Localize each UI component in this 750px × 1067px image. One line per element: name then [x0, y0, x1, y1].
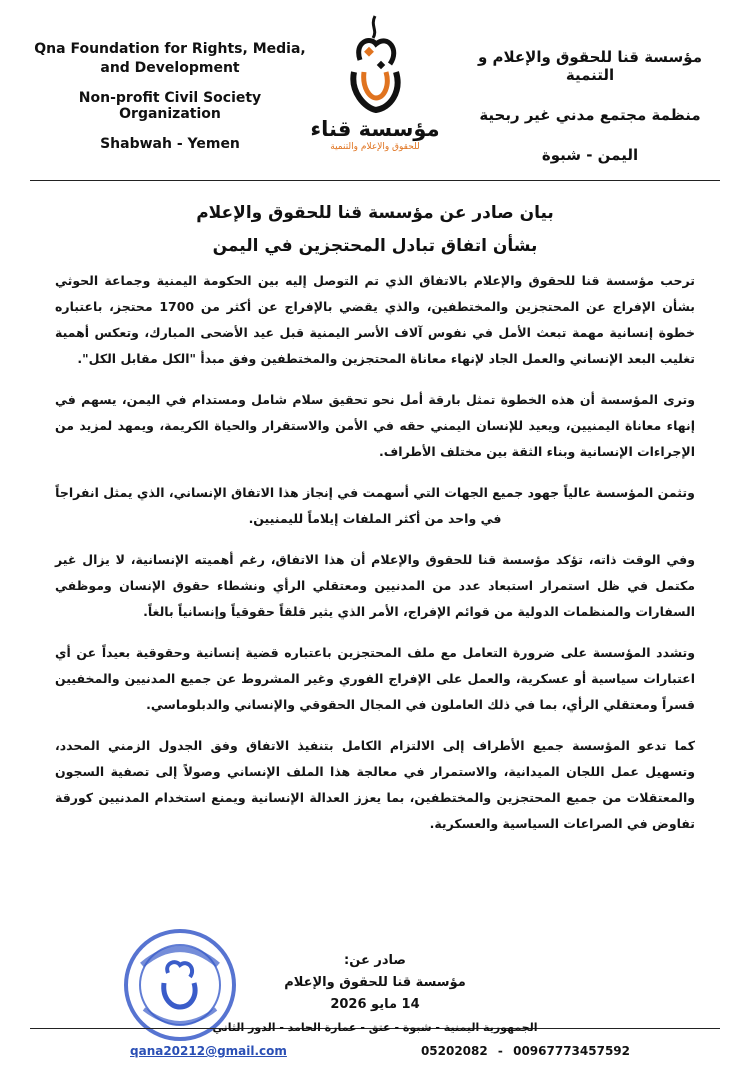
org-location-ar: اليمن - شبوة	[541, 146, 639, 164]
phone-separator: -	[497, 1044, 503, 1058]
paragraph: وترى المؤسسة أن هذه الخطوة تمثل بارقة أمل نحو تحقيق سلام شامل ومستدام في اليمن، يسهم في إنهاء معاناة اليمنيين، ويعيد للإنسان اليمني حقه في الأمن والاستقرار والحياة الكريمة، ويمهد لمزيد من الإجراءات الإنسانية وبناء الثقة بين مختلف الأطراف.	[55, 392, 695, 459]
statement-body	[55, 268, 695, 852]
footer-address: الجمهورية اليمنية - شبوة - عتق - عمارة الحامد - الدور الثاني	[212, 1021, 538, 1034]
phone-number: 00967773457592	[513, 1044, 630, 1058]
email-link[interactable]: qana20212@gmail.com	[130, 1044, 287, 1058]
logo-mark-icon	[340, 12, 410, 117]
logo-tagline: للحقوق والإعلام والتنمية	[330, 142, 420, 152]
org-type-en: Non-profit Civil Society Organization	[78, 90, 262, 122]
signature-block	[210, 950, 540, 1016]
phone-numbers	[415, 1044, 630, 1058]
paragraph: ترحب مؤسسة قنا للحقوق والإعلام بالاتفاق الذي تم التوصل إليه بين الحكومة اليمنية وجماعة الحوثي بشأن الإفراج عن المحتجزين والمختطفين، والذي يقضي بالإفراج عن أكثر من 1700 محتجز، باعتباره خطوة إنسانية مهمة تبعث الأمل في نفوس آلاف الأسر اليمنية قبل عيد الأضحى المبارك، وتعكس أهمية تغليب البعد الإنساني والعمل الجاد لإنهاء معاناة المحتجزين والمختطفين وفق مبدأ "الكل مقابل الكل".	[55, 273, 695, 366]
org-name-en-line1: Qna Foundation for Rights, Media,	[34, 41, 306, 57]
paragraph: كما تدعو المؤسسة جميع الأطراف إلى الالتزام الكامل بتنفيذ الاتفاق وفق الجدول الزمني المحدد، وتسهيل عمل اللجان الميدانية، والاستمرار في معالجة هذا الملف الإنساني وصولاً إلى تصفية السجون والمعتقلات من جميع المحتجزين والمختطفين، بما يعزز العدالة الإنسانية ويمنع استخدام المدنيين كورقة تفاوض في الصراعات السياسية والعسكرية.	[55, 738, 695, 831]
org-type-ar: منظمة مجتمع مدني غير ربحية	[479, 106, 701, 124]
phone-number: 05202082	[420, 1044, 488, 1058]
letterhead-arabic	[460, 48, 720, 164]
paragraph: وتشدد المؤسسة على ضرورة التعامل مع ملف المحتجزين باعتباره قضية إنسانية وحقوقية بعيداً عن أي اعتبارات سياسية أو عسكرية، والعمل على الإفراج الفوري وغير المشروط عن جميع المدنيين والمخفيين قسراً ومعتقلي الرأي، بما في ذلك العاملون في المجال الحقوقي والإنساني والدبلوماسي.	[55, 645, 695, 712]
org-name-en-line2: and Development	[100, 60, 240, 76]
header-divider	[30, 180, 720, 181]
paragraph: وفي الوقت ذاته، تؤكد مؤسسة قنا للحقوق والإعلام أن هذا الاتفاق، رغم أهميته الإنسانية، لا يزال غير مكتمل في ظل استمرار استبعاد عدد من المدنيين ومعتقلي الرأي ونشطاء حقوق الإنسان وموظفي السفارات والمنظمات الدولية من قوائم الإفراج، الأمر الذي يثير قلقاً حقوقياً وإنسانياً بالغاً.	[55, 552, 695, 619]
logo-name: مؤسسة قناء	[310, 117, 440, 141]
org-name-ar: مؤسسة قنا للحقوق والإعلام و التنمية	[477, 48, 703, 84]
statement-title: بيان صادر عن مؤسسة قنا للحقوق والإعلام	[196, 203, 554, 223]
org-location-en: Shabwah - Yemen	[100, 136, 240, 152]
issue-date: 14 مايو 2026	[330, 997, 420, 1012]
letterhead	[0, 0, 750, 175]
footer-contact	[130, 1044, 630, 1062]
issued-by-label: صادر عن:	[344, 953, 406, 968]
paragraph: وتثمن المؤسسة عالياً جهود جميع الجهات التي أسهمت في إنجاز هذا الاتفاق الإنساني، الذي يمثل انفراجاً في واحد من أكثر الملفات إيلاماً لليمنيين.	[55, 485, 695, 526]
issuing-org: مؤسسة قنا للحقوق والإعلام	[284, 975, 466, 990]
org-logo	[310, 12, 440, 167]
letterhead-english	[30, 40, 310, 152]
statement-subtitle: بشأن اتفاق تبادل المحتجزين في اليمن	[212, 236, 538, 256]
